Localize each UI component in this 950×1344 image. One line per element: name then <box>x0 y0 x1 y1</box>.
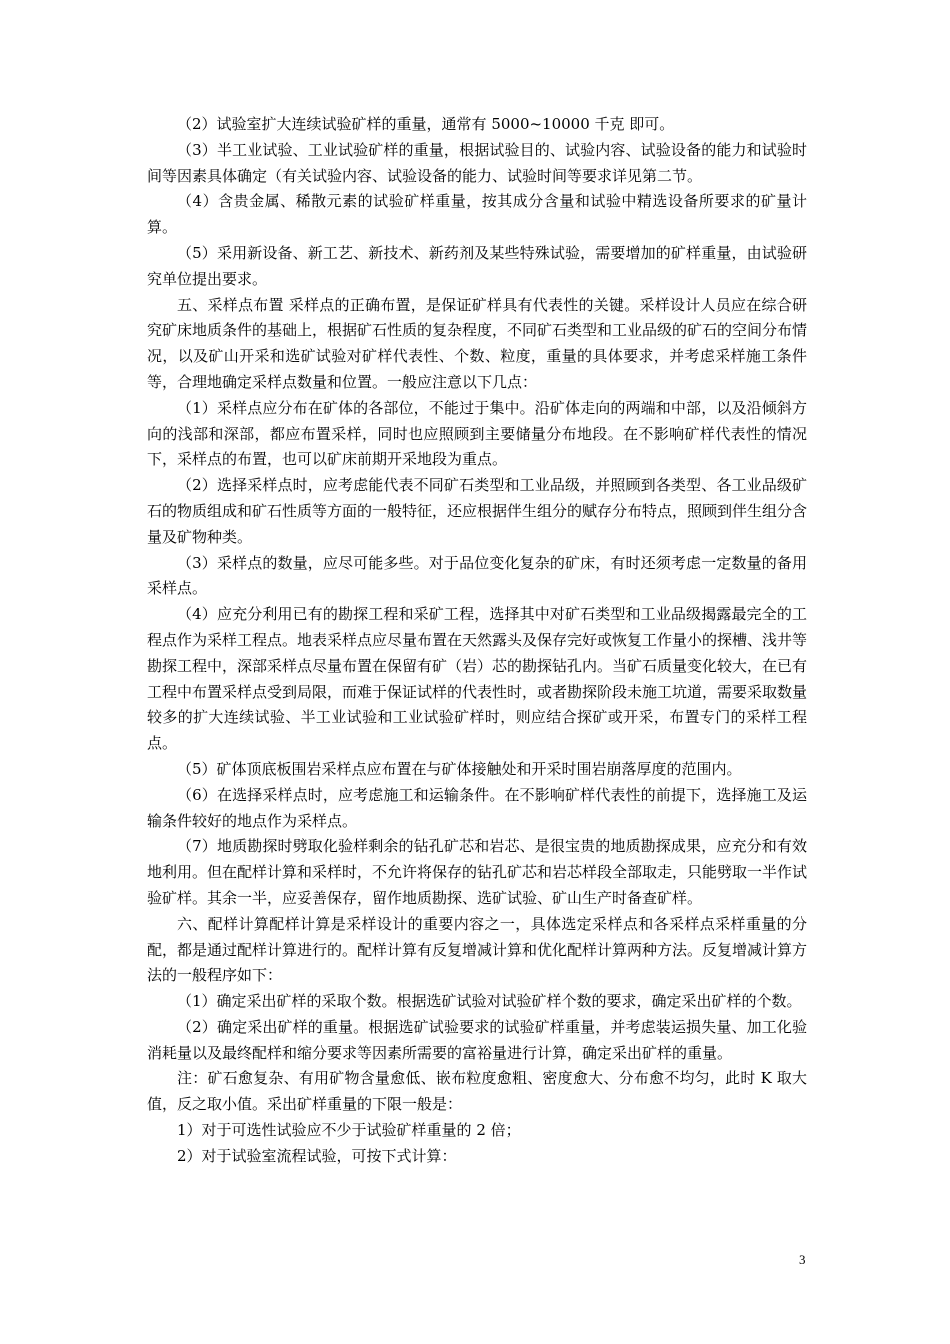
paragraph-4-precious-metal-sample: （4）含贵金属、稀散元素的试验矿样重量，按其成分含量和试验中精选设备所要求的矿量计算。 <box>147 192 807 237</box>
note-k-value: 注：矿石愈复杂、有用矿物含量愈低、嵌布粒度愈粗、密度愈大、分布愈不均匀，此时 K 取大值，反之取小值。采出矿样重量的下限一般是： <box>147 1069 807 1114</box>
point-7-drill-cores: （7）地质勘探时劈取化验样剩余的钻孔矿芯和岩芯、是很宝贵的地质勘探成果，应充分和有效地利用。但在配样计算和采样时，不允许将保存的钻孔矿芯和岩芯样段全部取走，只能劈取一半作试验矿样。其余一半，应妥善保存，留作地质勘探、选矿试验、矿山生产时备查矿样。 <box>147 837 808 907</box>
limit-1-selectivity-test: 1）对于可选性试验应不少于试验矿样重量的 2 倍； <box>177 1121 521 1140</box>
point-6-transport: （6）在选择采样点时，应考虑施工和运输条件。在不影响矿样代表性的前提下，选择施工及运输条件较好的地点作为采样点。 <box>147 785 807 830</box>
paragraph-5-new-technology-sample: （5）采用新设备、新工艺、新技术、新药剂及某些特殊试验，需要增加的矿样重量，由试验研究单位提出要求。 <box>147 243 807 288</box>
point-3-quantity: （3）采样点的数量，应尽可能多些。对于品位变化复杂的矿床，有时还须考虑一定数量的备用采样点。 <box>147 553 807 598</box>
point-2-ore-types: （2）选择采样点时，应考虑能代表不同矿石类型和工业品级，并照顾到各类型、各工业品级矿石的物质组成和矿石性质等方面的一般特征，还应根据伴生组分的赋存分布特点，照顾到伴生组分含量及矿物种类。 <box>147 476 808 546</box>
step-1-sample-count: （1）确定采出矿样的采取个数。根据选矿试验对试验矿样个数的要求，确定采出矿样的个数。 <box>177 992 802 1011</box>
paragraph-3-pilot-sample-weight: （3）半工业试验、工业试验矿样的重量，根据试验目的、试验内容、试验设备的能力和试验时间等因素具体确定（有关试验内容、试验设备的能力、试验时间等要求详见第二节。 <box>147 140 807 185</box>
point-4-existing-works: （4）应充分利用已有的勘探工程和采矿工程，选择其中对矿石类型和工业品级揭露最完全的工程点作为采样工程点。地表采样点应尽量布置在天然露头及保存完好或恢复工作量小的探槽、浅井等勘探工程中，深部采样点尽量布置在保留有矿（岩）芯的勘探钻孔内。当矿石质量变化较大，在已有工程中布置采样点受到局限，而难于保证试样的代表性时，或者勘探阶段未施工坑道，需要采取数量较多的扩大连续试验、半工业试验和工业试验矿样时，则应结合探矿或开采，布置专门的采样工程点。 <box>147 605 808 753</box>
section-5-sampling-point-layout: 五、采样点布置 采样点的正确布置，是保证矿样具有代表性的关键。采样设计人员应在综合研究矿床地质条件的基础上，根据矿石性质的复杂程度，不同矿石类型和工业品级的矿石的空间分布情况，以及矿山开采和选矿试验对矿样代表性、个数、粒度，重量的具体要求，并考虑采样施工条件等，合理地确定采样点数量和位置。一般应注意以下几点： <box>147 295 808 391</box>
section-6-sample-calculation: 六、配样计算配样计算是采样设计的重要内容之一，具体选定采样点和各采样点采样重量的分配，都是通过配样计算进行的。配样计算有反复增减计算和优化配样计算两种方法。反复增减计算方法的一般程序如下： <box>147 914 808 985</box>
body-text <box>147 112 807 1170</box>
limit-2-lab-flow-test: 2）对于试验室流程试验，可按下式计算： <box>177 1146 457 1165</box>
page-number: 3 <box>799 1252 806 1267</box>
step-2-sample-weight: （2）确定采出矿样的重量。根据选矿试验要求的试验矿样重量，并考虑装运损失量、加工化验消耗量以及最终配样和缩分要求等因素所需要的富裕量进行计算，确定采出矿样的重量。 <box>147 1017 807 1062</box>
paragraph-2-lab-sample-weight: （2）试验室扩大连续试验矿样的重量，通常有 5000~10000 千克 即可。 <box>177 115 675 133</box>
point-1-distribution: （1）采样点应分布在矿体的各部位，不能过于集中。沿矿体走向的两端和中部，以及沿倾斜方向的浅部和深部，都应布置采样，同时也应照顾到主要储量分布地段。在不影响矿样代表性的情况下，采样点的布置，也可以矿床前期开采地段为重点。 <box>147 398 807 469</box>
point-5-wall-rock: （5）矿体顶底板围岩采样点应布置在与矿体接触处和开采时围岩崩落厚度的范围内。 <box>177 759 742 778</box>
